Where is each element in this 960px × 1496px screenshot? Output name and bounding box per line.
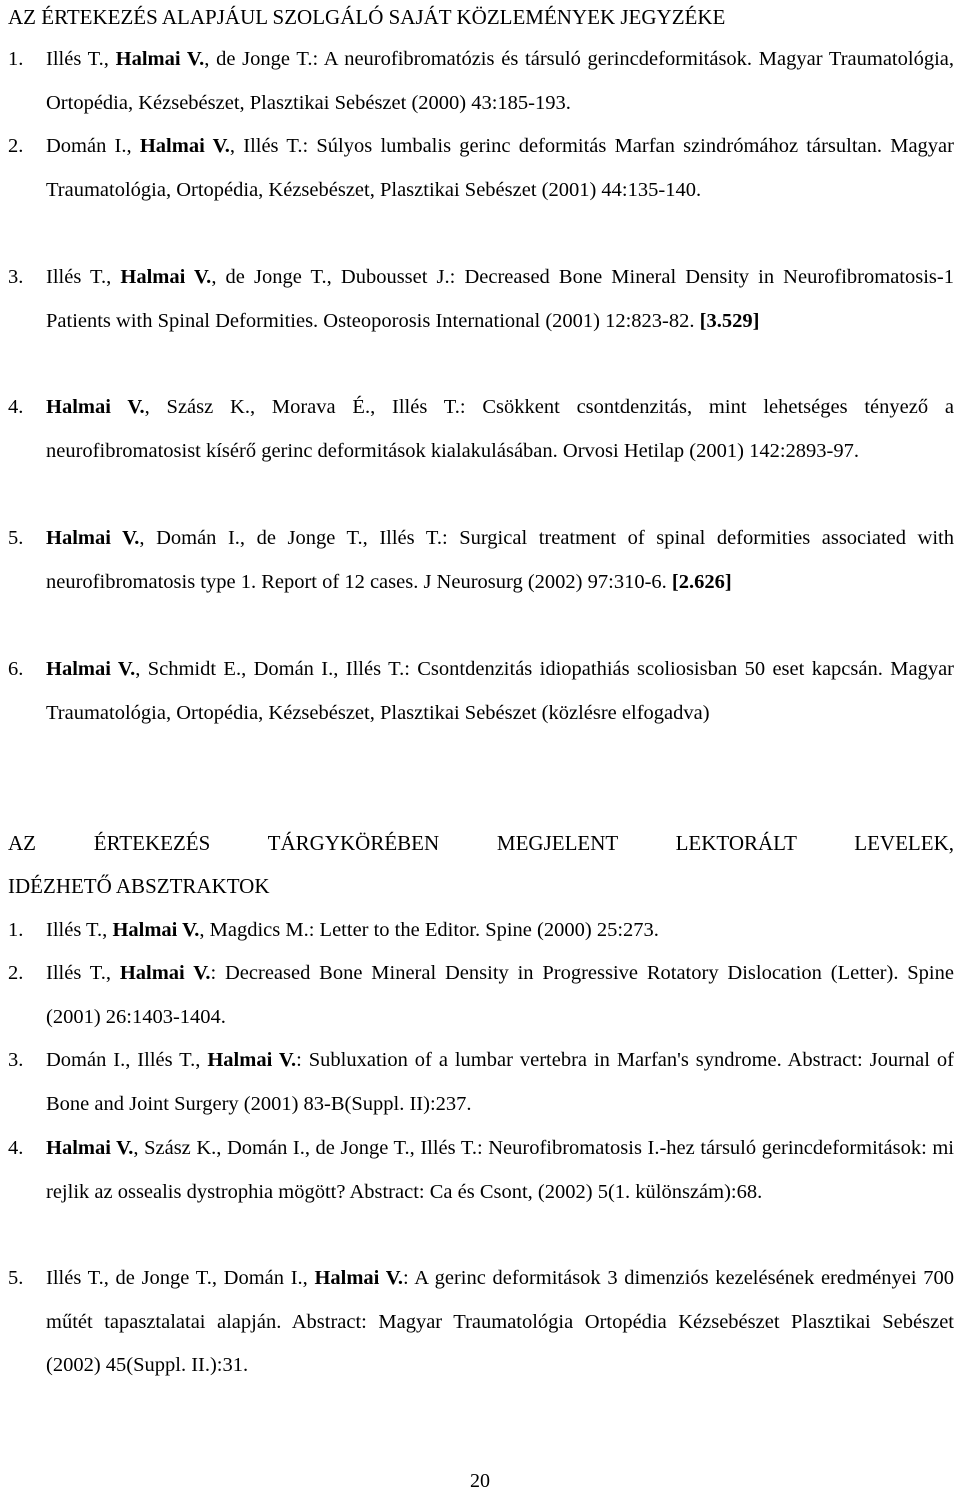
publication-entry	[8, 386, 954, 473]
author-highlight: Halmai V.	[46, 1137, 134, 1159]
abstract-entry	[8, 909, 954, 953]
impact-factor: [3.529]	[699, 309, 760, 332]
page-number: 20	[470, 1470, 490, 1492]
heading-line: AZ ÉRTEKEZÉS TÁRGYKÖRÉBEN MEGJELENT LEKTORÁLT LEVELEK,	[8, 831, 954, 855]
entry-number: 4.	[8, 396, 24, 418]
entry-text: Domán I., Illés T., Halmai V.: Subluxation of a lumbar vertebra in Marfan's syndrome. Abstract: Journal of Bone and Joint Surgery (2001) 83-B(Suppl. II):237.	[46, 1049, 954, 1115]
author-highlight: Halmai V.	[120, 266, 212, 288]
entry-number: 3.	[8, 266, 24, 288]
abstract-entry	[8, 1127, 954, 1214]
entry-number: 6.	[8, 658, 24, 680]
impact-factor: [2.626]	[671, 570, 732, 593]
entry-number: 4.	[8, 1137, 24, 1159]
publication-entry	[8, 256, 954, 343]
author-highlight: Halmai V.	[112, 919, 200, 941]
abstract-entry	[8, 1039, 954, 1126]
entry-number: 1.	[8, 48, 24, 70]
section-heading-letters-abstracts	[8, 822, 954, 908]
entry-text: Illés T., Halmai V.: Decreased Bone Mineral Density in Progressive Rotatory Dislocation (Letter). Spine (2001) 26:1403-1404.	[46, 962, 954, 1028]
entry-text: Illés T., de Jonge T., Domán I., Halmai V.: A gerinc deformitások 3 dimenziós kezelésének eredményei 700 műtét tapasztalatai alapján. Abstract: Magyar Traumatológia Ortopédia Kézsebészet Plasztikai Sebészet (2002) 45(Suppl. II.):31.	[46, 1267, 955, 1376]
author-highlight: Halmai V.	[46, 396, 145, 418]
entry-text: Illés T., Halmai V., de Jonge T.: A neurofibromatózis és társuló gerincdeformitások. Magyar Traumatológia, Ortopédia, Kézsebészet, Plasztikai Sebészet (2000) 43:185-193.	[46, 48, 954, 114]
author-highlight: Halmai V.	[314, 1267, 403, 1289]
author-highlight: Halmai V.	[46, 527, 140, 549]
entry-text: Halmai V., Domán I., de Jonge T., Illés T.: Surgical treatment of spinal deformities associated with neurofibromatosis type 1. Report of 12 cases. J Neurosurg (2002) 97:310-6. [2.626]	[46, 527, 954, 593]
entry-text: Illés T., Halmai V., Magdics M.: Letter to the Editor. Spine (2000) 25:273.	[46, 919, 659, 941]
entry-text: Domán I., Halmai V., Illés T.: Súlyos lumbalis gerinc deformitás Marfan szindrómához társultan. Magyar Traumatológia, Ortopédia, Kézsebészet, Plasztikai Sebészet (2001) 44:135-140.	[46, 135, 954, 201]
author-highlight: Halmai V.	[139, 135, 230, 157]
entry-number: 5.	[8, 1267, 24, 1289]
section-heading-publications: AZ ÉRTEKEZÉS ALAPJÁUL SZOLGÁLÓ SAJÁT KÖZLEMÉNYEK JEGYZÉKE	[8, 5, 726, 29]
abstract-entry	[8, 952, 954, 1039]
entry-number: 3.	[8, 1049, 24, 1071]
abstract-entry	[8, 1257, 954, 1388]
publication-entry	[8, 517, 954, 604]
entry-text: Halmai V., Szász K., Morava É., Illés T.: Csökkent csontdenzitás, mint lehetséges tényező a neurofibromatosist kísérő gerinc deformitások kialakulásában. Orvosi Hetilap (2001) 142:2893-97.	[46, 396, 954, 462]
entry-text: Halmai V., Szász K., Domán I., de Jonge T., Illés T.: Neurofibromatosis I.-hez társuló gerincdeformitások: mi rejlik az ossealis dystrophia mögött? Abstract: Ca és Csont, (2002) 5(1. különszám):68.	[46, 1137, 954, 1203]
heading-line: IDÉZHETŐ ABSZTRAKTOK	[8, 874, 270, 898]
entry-number: 2.	[8, 135, 24, 157]
author-highlight: Halmai V.	[119, 962, 211, 984]
entry-text: Halmai V., Schmidt E., Domán I., Illés T.: Csontdenzitás idiopathiás scoliosisban 50 eset kapcsán. Magyar Traumatológia, Ortopédia, Kézsebészet, Plasztikai Sebészet (közlésre elfogadva)	[46, 658, 954, 724]
author-highlight: Halmai V.	[46, 658, 136, 680]
publication-entry	[8, 648, 954, 735]
entry-number: 1.	[8, 919, 24, 941]
entry-text: Illés T., Halmai V., de Jonge T., Dubousset J.: Decreased Bone Mineral Density in Neurofibromatosis-1 Patients with Spinal Deformities. Osteoporosis International (2001) 12:823-82. [3.529]	[46, 266, 954, 332]
author-highlight: Halmai V.	[207, 1049, 297, 1071]
author-highlight: Halmai V.	[115, 48, 205, 70]
entry-number: 5.	[8, 527, 24, 549]
entry-number: 2.	[8, 962, 24, 984]
publication-entry	[8, 38, 954, 125]
publication-entry	[8, 125, 954, 212]
